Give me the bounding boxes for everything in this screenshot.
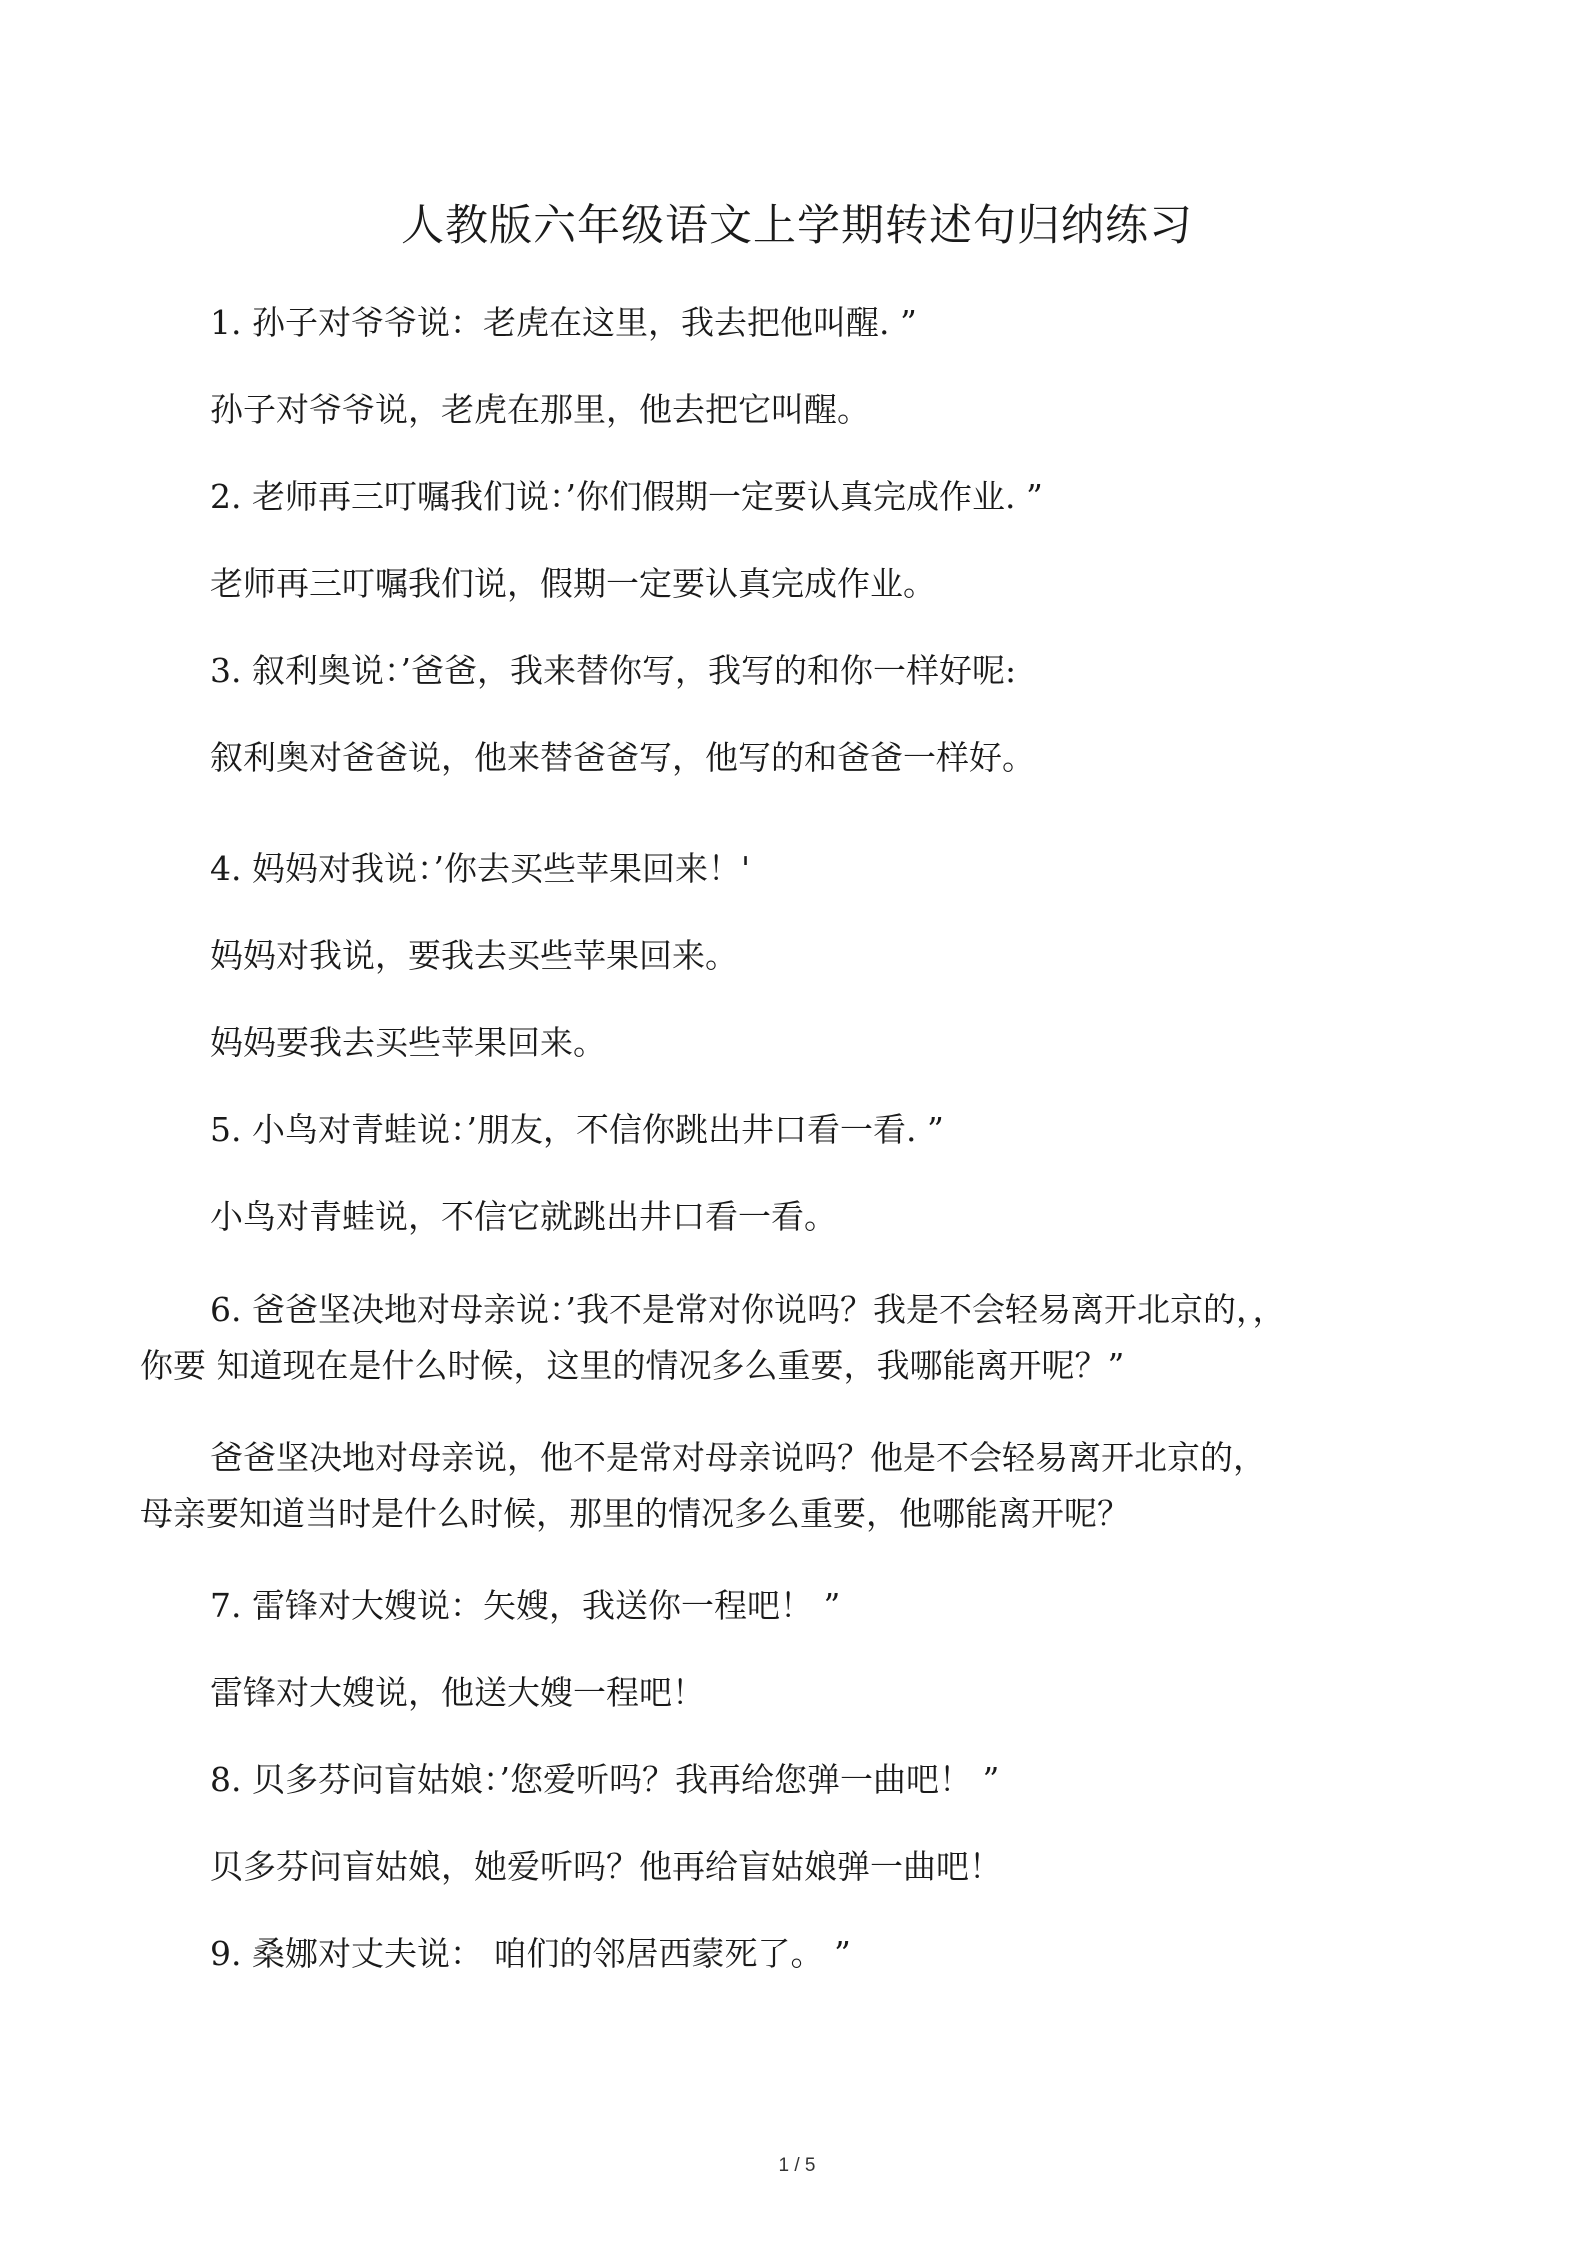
text-line-5-answer: 小鸟对青蛙说，不信它就跳出井口看一看。	[210, 1197, 837, 1236]
text-line-8-question: 8. 贝多芬问盲姑娘：’您爱听吗？我再给您弹一曲吧！ ”	[210, 1760, 1000, 1799]
text-line-3-question: 3. 叙利奥说：’爸爸，我来替你写，我写的和你一样好呢:	[210, 651, 1017, 690]
text-line-1-question: 1. 孙子对爷爷说：老虎在这里，我去把他叫醒. ”	[210, 303, 917, 342]
text-line-3-answer: 叙利奥对爸爸说，他来替爸爸写，他写的和爸爸一样好。	[210, 738, 1035, 777]
text-line-4-answer-b: 妈妈要我去买些苹果回来。	[210, 1023, 606, 1062]
text-line-2-question: 2. 老师再三叮嘱我们说：’你们假期一定要认真完成作业. ”	[210, 477, 1043, 516]
text-line-6-answer: 爸爸坚决地对母亲说，他不是常对母亲说吗？他是不会轻易离开北京的，	[210, 1438, 1266, 1477]
page-number: 1 / 5	[778, 2155, 816, 2176]
text-line-5-question: 5. 小鸟对青蛙说：’朋友，不信你跳出井口看一看. ”	[210, 1110, 944, 1149]
text-line-6-question-cont: 你要 知道现在是什么时候，这里的情况多么重要，我哪能离开呢？”	[140, 1346, 1125, 1385]
text-line-4-answer-a: 妈妈对我说，要我去买些苹果回来。	[210, 936, 738, 975]
text-line-7-question: 7. 雷锋对大嫂说：矢嫂，我送你一程吧！ ”	[210, 1586, 841, 1625]
text-line-4-question: 4. 妈妈对我说：’你去买些苹果回来！'	[210, 849, 751, 888]
page-title: 人教版六年级语文上学期转述句归纳练习	[401, 201, 1193, 251]
text-line-9-question: 9. 桑娜对丈夫说： 咱们的邻居西蒙死了。 ”	[210, 1934, 851, 1973]
text-line-7-answer: 雷锋对大嫂说，他送大嫂一程吧！	[210, 1673, 705, 1712]
text-line-8-answer: 贝多芬问盲姑娘，她爱听吗？他再给盲姑娘弹一曲吧！	[210, 1847, 1002, 1886]
text-line-6-question: 6. 爸爸坚决地对母亲说：’我不是常对你说吗？我是不会轻易离开北京的，，	[210, 1290, 1286, 1329]
text-line-6-answer-cont: 母亲要知道当时是什么时候，那里的情况多么重要，他哪能离开呢？	[140, 1494, 1130, 1533]
text-line-2-answer: 老师再三叮嘱我们说，假期一定要认真完成作业。	[210, 564, 936, 603]
text-line-1-answer: 孙子对爷爷说，老虎在那里，他去把它叫醒。	[210, 390, 870, 429]
